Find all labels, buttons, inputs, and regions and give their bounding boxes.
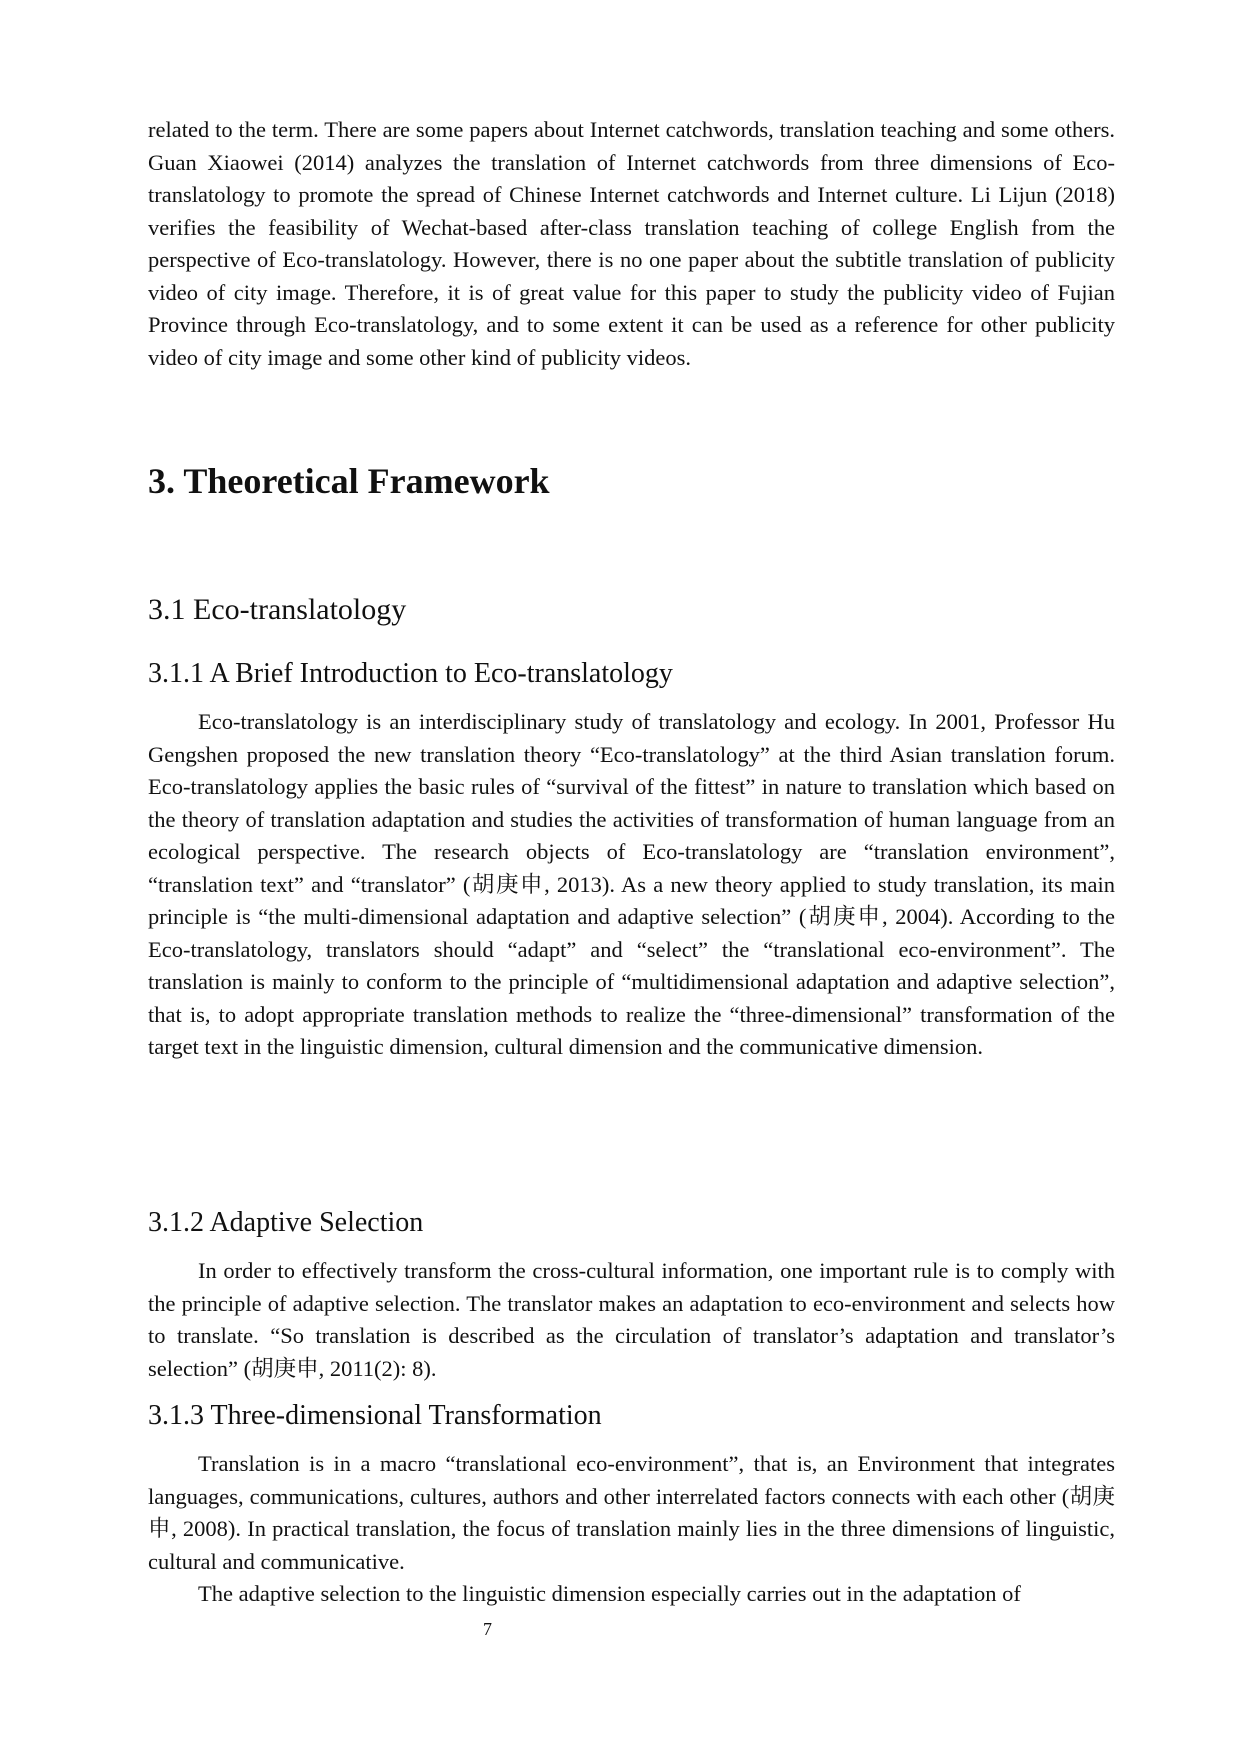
intro-paragraph: related to the term. There are some papers about Internet catchwords, translation teaching and some others. Guan Xiaowei (2014) analyzes the translation of Internet catchwords from three dimensions of Eco-translatology to promote the spread of Chinese Internet catchwords and Internet culture. Li Lijun (2018) verifies the feasibility of Wechat-based after-class translation teaching of college English from the perspective of Eco-translatology. However, there is no one paper about the subtitle translation of publicity video of city image. Therefore, it is of great value for this paper to study the publicity video of Fujian Province through Eco-translatology, and to some extent it can be used as a reference for other publicity video of city image and some other kind of publicity videos.: [148, 117, 1115, 370]
chapter-heading: 3. Theoretical Framework: [148, 461, 550, 501]
section-heading-3-1-1: 3.1.1 A Brief Introduction to Eco-translatology: [148, 658, 673, 689]
section-3-1-3-body: Translation is in a macro “translational eco-environment”, that is, an Environment that integrates languages, communications, cultures, authors and other interrelated factors connects with each other (胡庚申, 2008). In practical translation, the focus of translation mainly lies in the three dimensions of linguistic, cultural and communicative.: [148, 1451, 1115, 1574]
section-3-1-2-body: In order to effectively transform the cross-cultural information, one important rule is to comply with the principle of adaptive selection. The translator makes an adaptation to eco-environment and selects how to translate. “So translation is described as the circulation of translator’s adaptation and translator’s selection” (胡庚申, 2011(2): 8).: [148, 1258, 1115, 1381]
section-3-1-1-body: Eco-translatology is an interdisciplinary study of translatology and ecology. In 2001, Professor Hu Gengshen proposed the new translation theory “Eco-translatology” at the third Asian translation forum. Eco-translatology applies the basic rules of “survival of the fittest” in nature to translation which based on the theory of translation adaptation and studies the activities of transformation of human language from an ecological perspective. The research objects of Eco-translatology are “translation environment”, “translation text” and “translator” (胡庚申, 2013). As a new theory applied to study translation, its main principle is “the multi-dimensional adaptation and adaptive selection” (胡庚申, 2004). According to the Eco-translatology, translators should “adapt” and “select” the “translational eco-environment”. The translation is mainly to conform to the principle of “multidimensional adaptation and adaptive selection”, that is, to adopt appropriate translation methods to realize the “three-dimensional” transformation of the target text in the linguistic dimension, cultural dimension and the communicative dimension.: [148, 709, 1115, 1059]
page-number: 7: [483, 1619, 492, 1639]
section-heading-3-1: 3.1 Eco-translatology: [148, 593, 407, 626]
section-3-1-3-body-continued: The adaptive selection to the linguistic dimension especially carries out in the adaptation of: [198, 1581, 1021, 1606]
section-heading-3-1-2: 3.1.2 Adaptive Selection: [148, 1207, 424, 1238]
section-heading-3-1-3: 3.1.3 Three-dimensional Transformation: [148, 1400, 602, 1431]
